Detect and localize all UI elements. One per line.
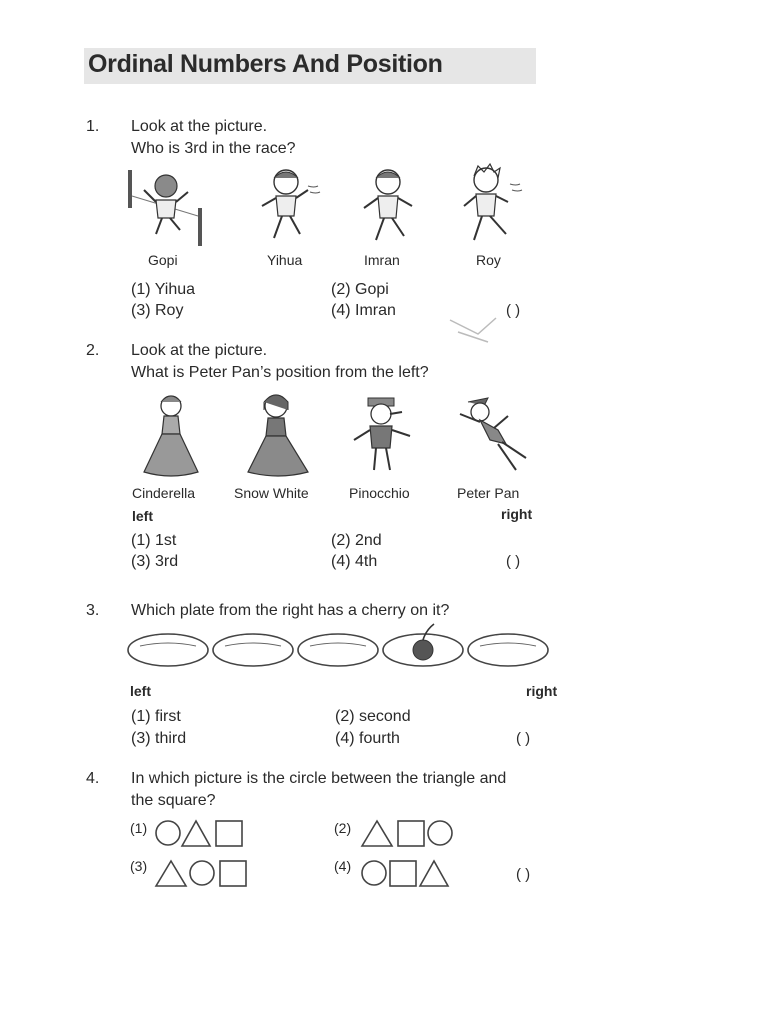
q1-number: 1.: [86, 118, 100, 135]
runner-gopi-illustration: [126, 166, 206, 248]
q2-right-label: right: [501, 506, 533, 522]
plate-5-icon: [468, 634, 548, 666]
q4-option-2-label: (2): [334, 820, 352, 836]
pencil-mark-icon: [448, 312, 500, 348]
q2-name-pinocchio: Pinocchio: [349, 485, 410, 501]
q3-option-3: (3) third: [131, 730, 187, 747]
q2-name-snow-white: Snow White: [234, 485, 309, 501]
plates-row-illustration: [126, 622, 550, 672]
q4-option-4-shapes: [360, 858, 452, 888]
q3-option-2: (2) second: [335, 708, 411, 725]
circle-shape-icon: [362, 861, 386, 885]
q4-option-4-label: (4): [334, 858, 352, 874]
triangle-shape-icon: [420, 861, 448, 886]
q1-name-roy: Roy: [476, 252, 501, 268]
cinderella-illustration: [140, 392, 202, 478]
q4-option-3-label: (3): [130, 858, 148, 874]
q4-option-2-shapes: [360, 818, 456, 848]
q3-right-label: right: [526, 683, 558, 699]
q2-line2: What is Peter Pan’s position from the left?: [131, 364, 429, 381]
plate-2-icon: [213, 634, 293, 666]
q1-option-4: (4) Imran: [331, 302, 396, 319]
q3-left-label: left: [130, 683, 151, 699]
runner-imran-illustration: [356, 166, 426, 248]
q2-name-cinderella: Cinderella: [132, 485, 196, 501]
q1-answer-box: ( ): [506, 302, 521, 319]
q3-number: 3.: [86, 602, 100, 619]
q2-line1: Look at the picture.: [131, 342, 268, 359]
q1-option-1: (1) Yihua: [131, 281, 196, 298]
q1-line1: Look at the picture.: [131, 118, 268, 135]
square-shape-icon: [390, 861, 416, 886]
pinocchio-illustration: [350, 396, 418, 478]
q4-option-1-label: (1): [130, 820, 148, 836]
q1-line2: Who is 3rd in the race?: [131, 140, 296, 157]
q2-option-4: (4) 4th: [331, 553, 378, 570]
q2-left-label: left: [132, 508, 153, 524]
q4-option-3-shapes: [154, 858, 250, 888]
triangle-shape-icon: [362, 821, 392, 846]
plate-with-cherry-icon: [383, 624, 463, 666]
q2-option-1: (1) 1st: [131, 532, 177, 549]
q2-option-3: (3) 3rd: [131, 553, 179, 570]
circle-shape-icon: [190, 861, 214, 885]
snow-white-illustration: [246, 390, 312, 478]
peter-pan-illustration: [454, 396, 534, 478]
page-title: Ordinal Numbers And Position: [88, 50, 443, 78]
q4-number: 4.: [86, 770, 100, 787]
q1-option-2: (2) Gopi: [331, 281, 389, 298]
runner-yihua-illustration: [256, 166, 326, 248]
q1-name-gopi: Gopi: [148, 252, 178, 268]
q2-answer-box: ( ): [506, 553, 521, 570]
plate-1-icon: [128, 634, 208, 666]
square-shape-icon: [216, 821, 242, 846]
q3-answer-box: ( ): [516, 730, 531, 747]
q4-option-1-shapes: [154, 818, 246, 848]
circle-shape-icon: [156, 821, 180, 845]
square-shape-icon: [220, 861, 246, 886]
q4-answer-box: ( ): [516, 866, 531, 883]
triangle-shape-icon: [182, 821, 210, 846]
square-shape-icon: [398, 821, 424, 846]
q3-option-4: (4) fourth: [335, 730, 400, 747]
q2-number: 2.: [86, 342, 100, 359]
q4-line2: the square?: [131, 792, 216, 809]
circle-shape-icon: [428, 821, 452, 845]
q2-option-2: (2) 2nd: [331, 532, 382, 549]
q3-option-1: (1) first: [131, 708, 181, 725]
triangle-shape-icon: [156, 861, 186, 886]
q1-name-imran: Imran: [364, 252, 400, 268]
q1-name-yihua: Yihua: [267, 252, 303, 268]
runner-roy-illustration: [460, 162, 530, 248]
q4-line1: In which picture is the circle between the triangle and: [131, 770, 507, 787]
q2-name-peter-pan: Peter Pan: [457, 485, 520, 501]
q3-line1: Which plate from the right has a cherry on it?: [131, 602, 450, 619]
plate-3-icon: [298, 634, 378, 666]
q1-option-3: (3) Roy: [131, 302, 184, 319]
